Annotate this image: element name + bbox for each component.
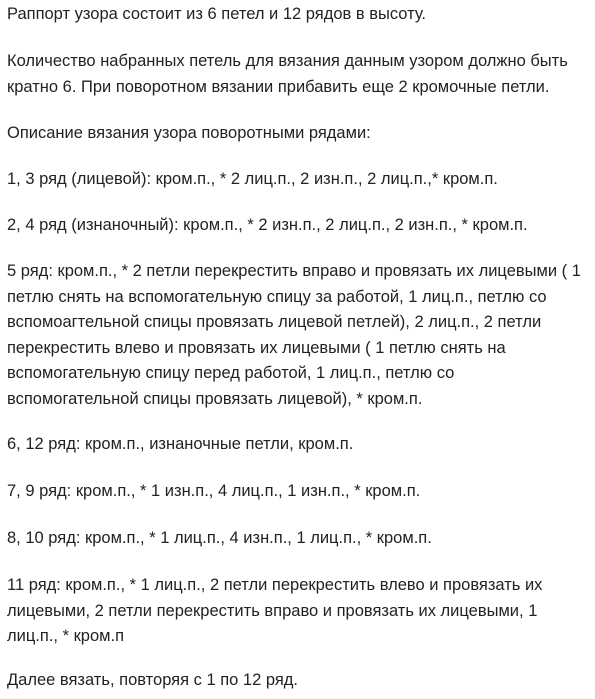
text-line: вспомогательной спицы провязать лицевой), * кром.п.	[7, 389, 423, 408]
text-line: 11 ряд: кром.п., * 1 лиц.п., 2 петли перекрестить влево и провязать их	[7, 576, 543, 594]
text-line: Количество набранных петель для вязания данным узором должно быть	[7, 52, 568, 70]
text-line: кратно 6. При поворотном вязании прибавить еще 2 кромочные петли.	[7, 77, 550, 96]
text-line: 6, 12 ряд: кром.п., изнаночные петли, кром.п.	[7, 435, 354, 453]
paragraph-row-5	[7, 259, 581, 412]
text-line: Далее вязать, повторяя с 1 по 12 ряд.	[7, 671, 299, 689]
text-line: петлю снять на вспомогательную спицу за работой, 1 лиц.п., петлю со	[7, 287, 547, 306]
text-line: 8, 10 ряд: кром.п., * 1 лиц.п., 4 изн.п., 1 лиц.п., * кром.п.	[7, 529, 432, 547]
paragraph-description-heading	[7, 121, 371, 147]
paragraph-row-8-10	[7, 526, 432, 552]
text-line: Описание вязания узора поворотными рядами:	[7, 124, 371, 142]
text-line: 5 ряд: кром.п., * 2 петли перекрестить вправо и провязать их лицевыми ( 1	[7, 262, 581, 280]
paragraph-pattern-repeat	[7, 2, 426, 28]
text-line: перекрестить влево и провязать их лицевыми ( 1 петлю снять на	[7, 338, 506, 357]
paragraph-row-11	[7, 573, 542, 650]
text-line: 2, 4 ряд (изнаночный): кром.п., * 2 изн.п., 2 лиц.п., 2 изн.п., * кром.п.	[7, 216, 528, 234]
paragraph-row-6-12	[7, 432, 353, 458]
paragraph-row-1-3	[7, 167, 498, 193]
paragraph-repeat-instruction	[7, 668, 298, 694]
text-line: Раппорт узора состоит из 6 петел и 12 рядов в высоту.	[7, 5, 427, 23]
text-line: вспомогательную спицу перед работой, 1 лиц.п., петлю со	[7, 364, 455, 382]
paragraph-stitch-count	[7, 49, 568, 100]
text-line: лиц.п., * кром.п	[7, 627, 125, 645]
paragraph-row-2-4	[7, 213, 528, 239]
paragraph-row-7-9	[7, 479, 420, 505]
text-line: 7, 9 ряд: кром.п., * 1 изн.п., 4 лиц.п., 1 изн.п., * кром.п.	[7, 482, 421, 500]
text-line: вспомоагтельной спицы провязать лицевой петлей), 2 лиц.п., 2 петли	[7, 313, 542, 331]
text-line: 1, 3 ряд (лицевой): кром.п., * 2 лиц.п., 2 изн.п., 2 лиц.п.,* кром.п.	[7, 170, 498, 188]
text-line: лицевыми, 2 петли перекрестить вправо и провязать их лицевыми, 1	[7, 601, 538, 620]
